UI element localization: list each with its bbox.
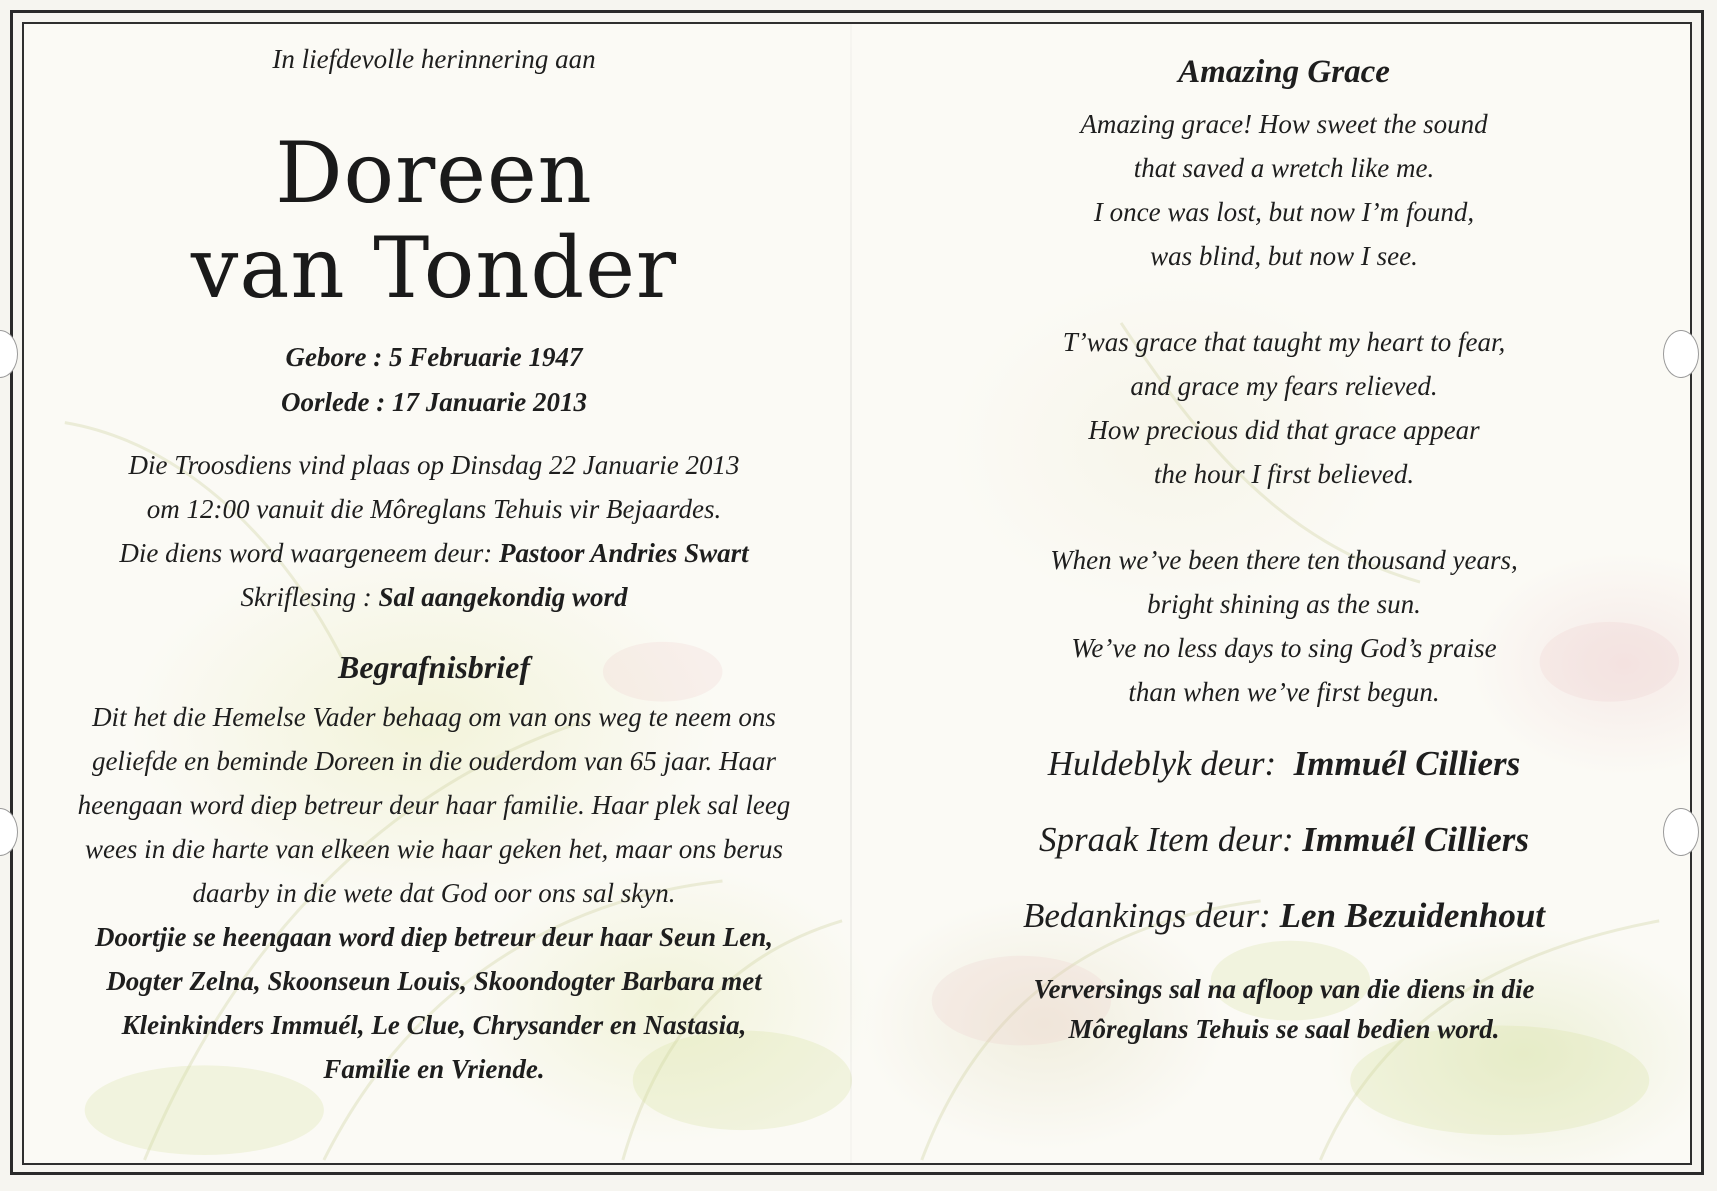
service-line-2: om 12:00 vanuit die Môreglans Tehuis vir Bejaardes. bbox=[146, 494, 722, 524]
speech-line bbox=[874, 820, 1692, 860]
officiant-label: Die diens word waargeneem deur: bbox=[119, 538, 493, 568]
memorial-card bbox=[22, 22, 1692, 1165]
verse-line: How precious did that grace appear bbox=[1088, 415, 1480, 445]
verse-line: We’ve no less days to sing God’s praise bbox=[1071, 633, 1497, 663]
reading-label: Skriflesing : bbox=[240, 582, 372, 612]
tribute-label: Huldeblyk deur: bbox=[1047, 744, 1277, 783]
mourners-line: Dogter Zelna, Skoonseun Louis, Skoondogter Barbara met bbox=[106, 966, 762, 996]
verse-line: and grace my fears relieved. bbox=[1130, 371, 1438, 401]
tribute-line bbox=[874, 744, 1692, 784]
death-date: Oorlede : 17 Januarie 2013 bbox=[281, 387, 587, 417]
birth-date: Gebore : 5 Februarie 1947 bbox=[285, 342, 583, 372]
refreshments-line-2: Môreglans Tehuis se saal bedien word. bbox=[1068, 1014, 1500, 1044]
reading-value: Sal aangekondig word bbox=[378, 582, 628, 612]
verse-line: I once was lost, but now I’m found, bbox=[1093, 197, 1475, 227]
service-line-1: Die Troosdiens vind plaas op Dinsdag 22 Januarie 2013 bbox=[128, 450, 740, 480]
verse-line: than when we’ve first begun. bbox=[1128, 677, 1440, 707]
letter-line: geliefde en beminde Doreen in die ouderdom van 65 jaar. Haar bbox=[91, 746, 777, 776]
thanks-line bbox=[874, 896, 1692, 936]
letter-line: wees in die harte van elkeen wie haar geken het, maar ons berus bbox=[84, 834, 784, 864]
letter-heading: Begrafnisbrief bbox=[338, 649, 530, 685]
punch-hole bbox=[1663, 330, 1699, 378]
verse-line: When we’ve been there ten thousand years, bbox=[1050, 545, 1518, 575]
verse-line: bright shining as the sun. bbox=[1147, 589, 1421, 619]
verse-line: that saved a wretch like me. bbox=[1133, 153, 1435, 183]
officiant-line bbox=[24, 538, 844, 569]
letter-line: daarby in die wete dat God oor ons sal skyn. bbox=[192, 878, 676, 908]
speech-name: Immuél Cilliers bbox=[1302, 820, 1529, 859]
mourners-line: Doortjie se heengaan word diep betreur deur haar Seun Len, bbox=[94, 922, 774, 952]
tribute-name: Immuél Cilliers bbox=[1293, 744, 1521, 783]
fold-line bbox=[850, 24, 852, 1163]
deceased-first-name: Doreen bbox=[275, 124, 593, 222]
officiant-name: Pastoor Andries Swart bbox=[499, 538, 749, 568]
mourners-line: Kleinkinders Immuél, Le Clue, Chrysander en Nastasia, bbox=[121, 1010, 747, 1040]
punch-hole bbox=[1663, 808, 1699, 856]
thanks-name: Len Bezuidenhout bbox=[1279, 896, 1546, 935]
reading-line bbox=[24, 582, 844, 613]
verse-line: Amazing grace! How sweet the sound bbox=[1080, 109, 1488, 139]
verse-line: the hour I first believed. bbox=[1153, 459, 1415, 489]
deceased-surname: van Tonder bbox=[190, 219, 678, 317]
intro-text: In liefdevolle herinnering aan bbox=[272, 44, 596, 74]
verse-line: was blind, but now I see. bbox=[1150, 241, 1418, 271]
speech-label: Spraak Item deur: bbox=[1039, 820, 1294, 859]
letter-line: heengaan word diep betreur deur haar familie. Haar plek sal leeg bbox=[77, 790, 791, 820]
verse-line: T’was grace that taught my heart to fear, bbox=[1062, 327, 1506, 357]
refreshments-line-1: Verversings sal na afloop van die diens in die bbox=[1033, 974, 1535, 1004]
letter-line: Dit het die Hemelse Vader behaag om van ons weg te neem ons bbox=[92, 702, 776, 732]
hymn-title: Amazing Grace bbox=[1178, 54, 1390, 90]
thanks-label: Bedankings deur: bbox=[1022, 896, 1271, 935]
mourners-line: Familie en Vriende. bbox=[323, 1054, 545, 1084]
